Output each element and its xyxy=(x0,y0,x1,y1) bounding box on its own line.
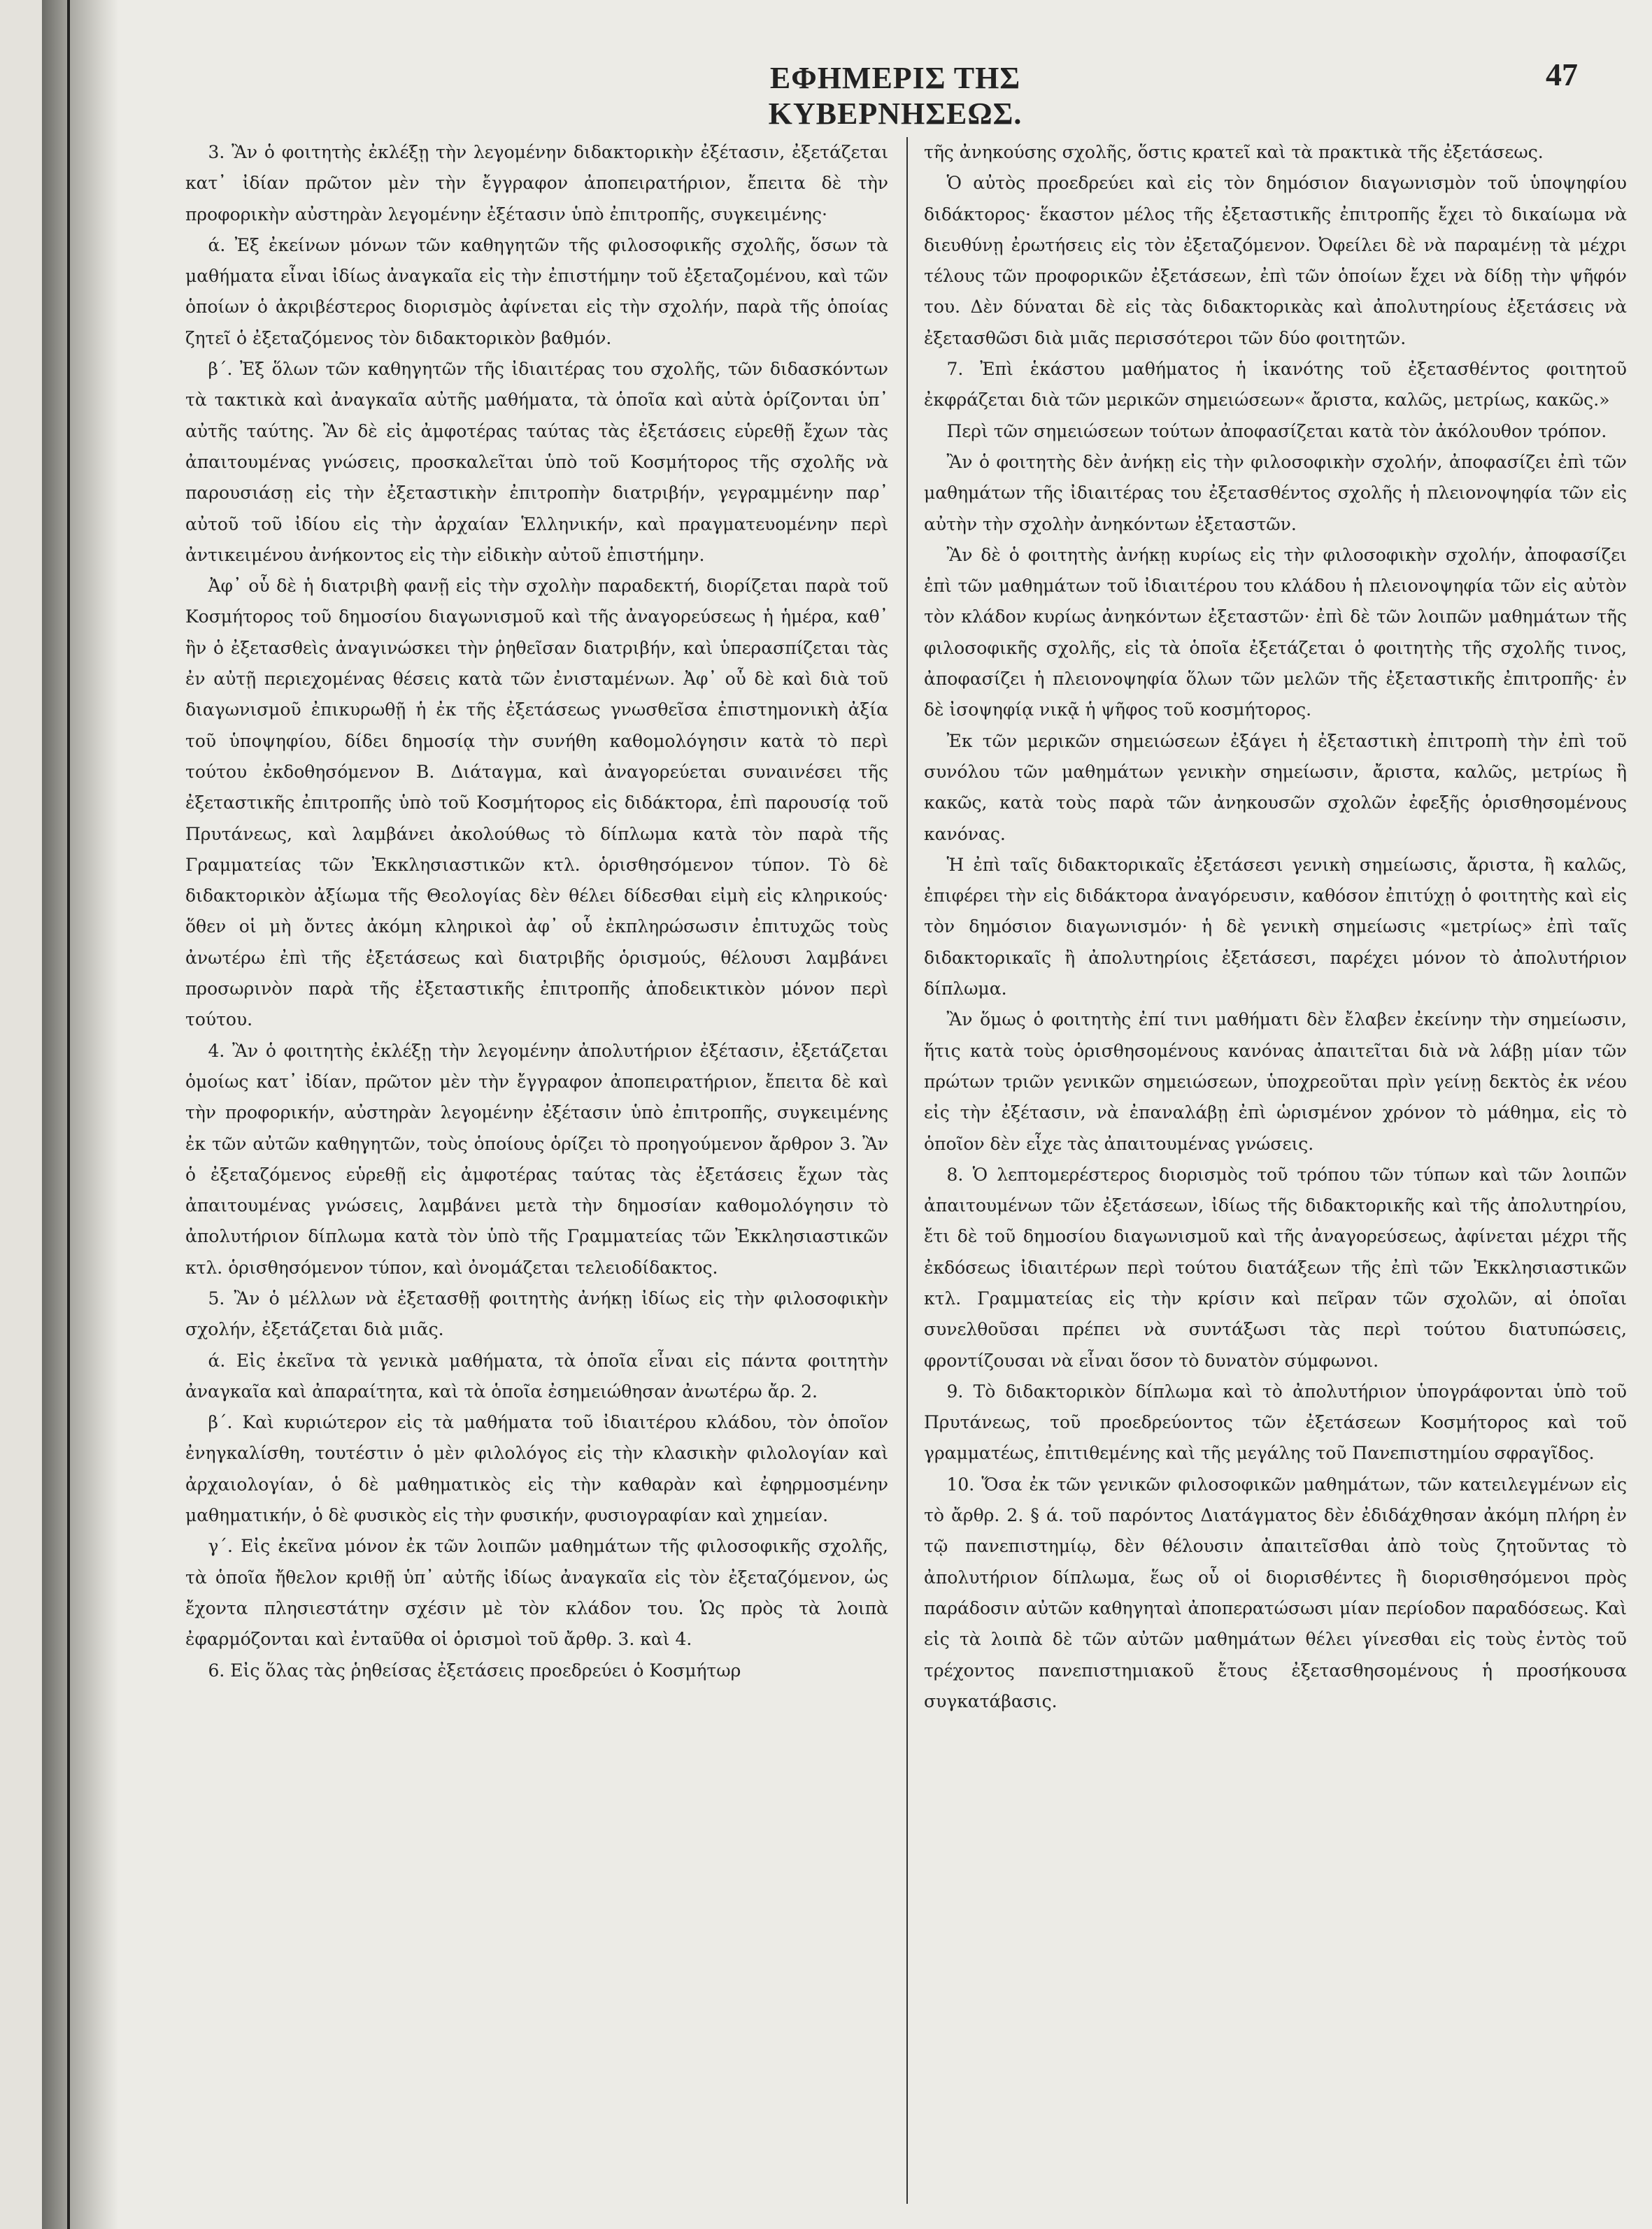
newspaper-page xyxy=(42,0,1652,2229)
paragraph: ά. Ἐξ ἐκείνων μόνων τῶν καθηγητῶν τῆς φιλοσοφικῆς σχολῆς, ὅσων τὰ μαθήματα εἶναι ἰδίως ἀναγκαῖα εἰς τὴν ἐπιστήμην τοῦ ἐξεταζομένου, καὶ τῶν ὁποίων ὁ ἀκριβέστερος διορισμὸς ἀφίνεται εἰς τὴν σχολήν, παρὰ τῆς ὁποίας ζητεῖ ὁ ἐξεταζόμενος τὸν διδακτορικὸν βαθμόν. xyxy=(185,234,888,348)
paragraph: 9. Τὸ διδακτορικὸν δίπλωμα καὶ τὸ ἀπολυτήριον ὑπογράφονται ὑπὸ τοῦ Πρυτάνεως, τοῦ προεδρεύοντος τῶν ἐξετάσεων Κοσμήτορος καὶ τοῦ γραμματέως, ἐπιτιθεμένης καὶ τῆς μεγάλης τοῦ Πανεπιστημίου σφραγῖδος. xyxy=(924,1381,1627,1464)
paragraph: 8. Ὁ λεπτομερέστερος διορισμὸς τοῦ τρόπου τῶν τύπων καὶ τῶν λοιπῶν ἀπαιτουμένων τῶν ἐξετάσεων, ἰδίως τῆς διδακτορικῆς καὶ τῆς ἀπολυτηρίου, ἔτι δὲ τοῦ δημοσίου διαγωνισμοῦ καὶ τῆς ἀναγορεύσεως, ἀφίνεται μέχρι τῆς ἐκδόσεως ἰδιαιτέρων περὶ τούτου διατάξεων τῆς ἐπὶ τῶν Ἐκκλησιαστικῶν κτλ. Γραμματείας εἰς τὴν κρίσιν καὶ πεῖραν τῶν σχολῶν, αἱ ὁποῖαι συνελθοῦσαι πρέπει νὰ συντάξωσι τὰς περὶ τούτου διατυπώσεις, φροντίζουσαι νὰ εἶναι ὅσον τὸ δυνατὸν σύμφωνοι. xyxy=(924,1164,1627,1371)
right-column xyxy=(924,137,1627,1717)
page-number: 47 xyxy=(1546,57,1578,92)
paragraph: Ἡ ἐπὶ ταῖς διδακτορικαῖς ἐξετάσεσι γενικὴ σημείωσις, ἄριστα, ἢ καλῶς, ἐπιφέρει τὴν εἰς διδάκτορα ἀναγόρευσιν, καθόσον ἐπιτύχῃ ὁ φοιτητὴς καὶ εἰς τὸν δημόσιον διαγωνισμόν· ἡ δὲ γενικὴ σημείωσις «μετρίως» ἐπὶ ταῖς διδακτορικαῖς ἢ ἀπολυτηρίοις ἐξετάσεσι, παρέχει μόνον τὸ ἀπολυτήριον δίπλωμα. xyxy=(924,854,1627,999)
paragraph: Ἀφ᾽ οὗ δὲ ἡ διατριβὴ φανῇ εἰς τὴν σχολὴν παραδεκτή, διορίζεται παρὰ τοῦ Κοσμήτορος τοῦ δημοσίου διαγωνισμοῦ καὶ τῆς ἀναγορεύσεως ἡ ἡμέρα, καθ᾽ ἣν ὁ ἐξετασθεὶς ἀναγινώσκει τὴν ῥηθεῖσαν διατριβήν, καὶ ὑπερασπίζεται τὰς ἐν αὐτῇ περιεχομένας θέσεις κατὰ τῶν ἐνισταμένων. Ἀφ᾽ οὗ δὲ καὶ διὰ τοῦ διαγωνισμοῦ ἐπικυρωθῇ ἡ ἐκ τῆς ἐξετάσεως γνωσθεῖσα ἐπιστημονικὴ ἀξία τοῦ ὑποψηφίου, δίδει δημοσίᾳ τὴν συνήθη καθομολόγησιν κατὰ τὸ περὶ τούτου ἐκδοθησόμενον Β. Διάταγμα, καὶ ἀναγορεύεται συναινέσει τῆς ἐξεταστικῆς ἐπιτροπῆς ὑπὸ τοῦ Κοσμήτορος εἰς διδάκτορα, ἐπὶ παρουσίᾳ τοῦ Πρυτάνεως, καὶ λαμβάνει ἀκολούθως τὸ δίπλωμα κατὰ τὸν παρὰ τῆς Γραμματείας τῶν Ἐκκλησιαστικῶν κτλ. ὁρισθησόμενον τύπον. Τὸ δὲ διδακτορικὸν ἀξίωμα τῆς Θεολογίας δὲν θέλει δίδεσθαι εἰμὴ εἰς κληρικούς· ὅθεν οἱ μὴ ὄντες ἀκόμη κληρικοὶ ἀφ᾽ οὗ ἐκπληρώσωσιν ἐπιτυχῶς τοὺς ἀνωτέρω ἐπὶ τῆς ἐξετάσεως καὶ διατριβῆς ὁρισμούς, θέλουσι λαμβάνει προσωρινὸν παρὰ τῆς ἐξεταστικῆς ἐπιτροπῆς ἀποδεικτικὸν μόνον περὶ τούτου. xyxy=(185,576,888,1030)
paragraph: Ὁ αὐτὸς προεδρεύει καὶ εἰς τὸν δημόσιον διαγωνισμὸν τοῦ ὑποψηφίου διδάκτορος· ἕκαστον μέλος τῆς ἐξεταστικῆς ἐπιτροπῆς ἔχει τὸ δικαίωμα νὰ διευθύνῃ ἐρωτήσεις εἰς τὸν ἐξεταζόμενον. Ὀφείλει δὲ νὰ παραμένῃ τὰ μέχρι τέλους τῶν προφορικῶν ἐξετάσεων, ἐπὶ τῶν ὁποίων ἔχει νὰ δίδῃ τὴν ψῆφόν του. Δὲν δύναται δὲ εἰς τὰς διδακτορικὰς καὶ ἀπολυτηρίους ἐξετάσεις νὰ ἐξετασθῶσι διὰ μιᾶς περισσότεροι τῶν δύο φοιτητῶν. xyxy=(924,173,1627,348)
paragraph: β΄. Καὶ κυριώτερον εἰς τὰ μαθήματα τοῦ ἰδιαιτέρου κλάδου, τὸν ὁποῖον ἐνηγκαλίσθη, τουτέστιν ὁ μὲν φιλολόγος εἰς τὴν κλασικὴν φιλολογίαν καὶ ἀρχαιολογίαν, ὁ δὲ μαθηματικὸς εἰς τὴν καθαρὰν καὶ ἐφηρμοσμένην μαθηματικήν, ὁ δὲ φυσικὸς εἰς τὴν φυσικήν, φυσιογραφίαν καὶ χημείαν. xyxy=(185,1412,888,1526)
paragraph: 5. Ἂν ὁ μέλλων νὰ ἐξετασθῇ φοιτητὴς ἀνήκῃ ἰδίως εἰς τὴν φιλοσοφικὴν σχολήν, ἐξετάζεται διὰ μιᾶς. xyxy=(185,1288,888,1340)
paragraph: β΄. Ἐξ ὅλων τῶν καθηγητῶν τῆς ἰδιαιτέρας του σχολῆς, τῶν διδασκόντων τὰ τακτικὰ καὶ ἀναγκαῖα αὐτῆς μαθήματα, τὰ ὁποῖα καὶ αὐτὰ ὁρίζονται ὑπ᾽ αὐτῆς ταύτης. Ἂν δὲ εἰς ἀμφοτέρας ταύτας τὰς ἐξετάσεις εὑρεθῇ ἔχων τὰς ἀπαιτουμένας γνώσεις, προσκαλεῖται ὑπὸ τοῦ Κοσμήτορος τῆς σχολῆς νὰ παρουσιάσῃ εἰς τὴν ἐξεταστικὴν ἐπιτροπὴν διατριβήν, γεγραμμένην παρ᾽ αὐτοῦ τοῦ ἰδίου εἰς τὴν ἀρχαίαν Ἑλληνικήν, καὶ πραγματευομένην περὶ ἀντικειμένου ἀνήκοντος εἰς τὴν εἰδικὴν αὐτοῦ ἐπιστήμην. xyxy=(185,359,888,565)
paragraph: Ἐκ τῶν μερικῶν σημειώσεων ἐξάγει ἡ ἐξεταστικὴ ἐπιτροπὴ τὴν ἐπὶ τοῦ συνόλου τῶν μαθημάτων γενικὴν σημείωσιν, ἄριστα, καλῶς, μετρίως ἢ κακῶς, κατὰ τοὺς παρὰ τῶν ἀνηκουσῶν σχολῶν ἐφεξῆς ὁρισθησομένους κανόνας. xyxy=(924,730,1627,844)
paragraph: Ἂν ὁ φοιτητὴς δὲν ἀνήκῃ εἰς τὴν φιλοσοφικὴν σχολήν, ἀποφασίζει ἐπὶ τῶν μαθημάτων τῆς ἰδιαιτέρας του ἐξετασθέντος σχολῆς ἡ πλειονοψηφία τῶν εἰς αὐτὴν τὴν σχολὴν ἀνηκόντων ἐξεταστῶν. xyxy=(924,451,1627,534)
paragraph: 6. Εἰς ὅλας τὰς ῥηθείσας ἐξετάσεις προεδρεύει ὁ Κοσμήτωρ xyxy=(208,1660,741,1681)
paragraph: Περὶ τῶν σημειώσεων τούτων ἀποφασίζεται κατὰ τὸν ἀκόλουθον τρόπον. xyxy=(946,420,1607,441)
paragraph: 4. Ἂν ὁ φοιτητὴς ἐκλέξῃ τὴν λεγομένην ἀπολυτήριον ἐξέτασιν, ἐξετάζεται ὁμοίως κατ᾽ ἰδίαν, πρῶτον μὲν τὴν ἔγγραφον ἀποπειρατήριον, ἔπειτα δὲ καὶ τὴν προφορικήν, αὐστηρὰν λεγομένην ἐξέτασιν ὑπὸ ἐπιτροπῆς, συγκειμένης ἐκ τῶν αὐτῶν καθηγητῶν, τοὺς ὁποίους ὁρίζει τὸ προηγούμενον ἄρθρον 3. Ἂν ὁ ἐξεταζόμενος εὑρεθῇ εἰς ἀμφοτέρας ταύτας τὰς ἐξετάσεις ἔχων τὰς ἀπαιτουμένας γνώσεις, λαμβάνει μετὰ τὴν δημοσίαν καθομολόγησιν τὸ ἀπολυτήριον δίπλωμα κατὰ τὸν ὑπὸ τῆς Γραμματείας τῶν Ἐκκλησιαστικῶν κτλ. ὁρισθησόμενον τύπον, καὶ ὀνομάζεται τελειοδίδακτος. xyxy=(185,1040,888,1278)
paragraph: τῆς ἀνηκούσης σχολῆς, ὅστις κρατεῖ καὶ τὰ πρακτικὰ τῆς ἐξετάσεως. xyxy=(924,142,1544,162)
paragraph: γ΄. Εἰς ἐκεῖνα μόνον ἐκ τῶν λοιπῶν μαθημάτων τῆς φιλοσοφικῆς σχολῆς, τὰ ὁποῖα ἤθελον κριθῇ ὑπ᾽ αὐτῆς ἰδίως ἀναγκαῖα εἰς τὸν ἐξεταζόμενον, ὡς ἔχοντα πλησιεστάτην σχέσιν μὲ τὸν κλάδον του. Ὡς πρὸς τὰ λοιπὰ ἐφαρμόζονται καὶ ἐνταῦθα οἱ ὁρισμοὶ τοῦ ἄρθρ. 3. καὶ 4. xyxy=(185,1536,888,1650)
paragraph: 3. Ἂν ὁ φοιτητὴς ἐκλέξῃ τὴν λεγομένην διδακτορικὴν ἐξέτασιν, ἐξετάζεται κατ᾽ ἰδίαν πρῶτον μὲν τὴν ἔγγραφον ἀποπειρατήριον, ἔπειτα δὲ τὴν προφορικὴν αὐστηρὰν λεγομένην ἐξέτασιν ὑπὸ ἐπιτροπῆς, συγκειμένης· xyxy=(185,142,888,225)
left-column xyxy=(185,137,888,1686)
paragraph: 10. Ὅσα ἐκ τῶν γενικῶν φιλοσοφικῶν μαθημάτων, τῶν κατειλεγμένων εἰς τὸ ἄρθρ. 2. § ά. τοῦ παρόντος Διατάγματος δὲν ἐδιδάχθησαν ἀκόμη πλήρη ἐν τῷ πανεπιστημίῳ, δὲν θέλουσιν ἀπαιτεῖσθαι ἀπὸ τοὺς ζητοῦντας τὸ ἀπολυτήριον δίπλωμα, ἕως οὗ οἱ διορισθέντες ἢ διορισθησόμενοι πρὸς παράδοσιν αὐτῶν καθηγηταὶ ἀποπερατώσωσι μίαν περίοδον παραδόσεως. Καὶ εἰς τὰ λοιπὰ δὲ τῶν αὐτῶν μαθημάτων θέλει γίνεσθαι εἰς τοὺς ἐντὸς τοῦ τρέχοντος πανεπιστημιακοῦ ἔτους ἐξετασθησομένους ἡ προσήκουσα συγκατάβασις. xyxy=(924,1474,1627,1711)
paragraph: Ἂν ὅμως ὁ φοιτητὴς ἐπί τινι μαθήματι δὲν ἔλαβεν ἐκείνην τὴν σημείωσιν, ἥτις κατὰ τοὺς ὁρισθησομένους κανόνας ἀπαιτεῖται διὰ νὰ λάβῃ μίαν τῶν πρώτων τριῶν γενικῶν σημειώσεων, ὑποχρεοῦται πρὶν γείνῃ δεκτὸς ἐκ νέου εἰς τὴν ἐξέτασιν, νὰ ἐπαναλάβῃ ἐπὶ ὡρισμένον χρόνον τὸ μάθημα, εἰς τὸ ὁποῖον δὲν εἶχε τὰς ἀπαιτουμένας γνώσεις. xyxy=(924,1009,1627,1154)
paragraph: Ἂν δὲ ὁ φοιτητὴς ἀνήκῃ κυρίως εἰς τὴν φιλοσοφικὴν σχολήν, ἀποφασίζει ἐπὶ τῶν μαθημάτων τοῦ ἰδιαιτέρου του κλάδου ἡ πλειονοψηφία τῶν εἰς αὐτὸν τὸν κλάδον κυρίως ἀνηκόντων ἐξεταστῶν· ἐπὶ δὲ τῶν λοιπῶν μαθημάτων τῆς φιλοσοφικῆς σχολῆς, εἰς τὰ ὁποῖα ἐξετάζεται ὁ φοιτητὴς τῆς σχολῆς τινος, ἀποφασίζει ἡ πλειονοψηφία ὅλων τῶν μελῶν τῆς ἐξεταστικῆς ἐπιτροπῆς· ἐν δὲ ἰσοψηφίᾳ νικᾷ ἡ ψῆφος τοῦ κοσμήτορος. xyxy=(924,544,1627,720)
paragraph: 7. Ἐπὶ ἑκάστου μαθήματος ἡ ἱκανότης τοῦ ἐξετασθέντος φοιτητοῦ ἐκφράζεται διὰ τῶν μερικῶν σημειώσεων« ἄριστα, καλῶς, μετρίως, κακῶς.» xyxy=(924,359,1627,411)
page-header-title: ΕΦΗΜΕΡΙΣ ΤΗΣ ΚΥΒΕΡΝΗΣΕΩΣ. xyxy=(768,61,1023,131)
column-divider xyxy=(906,137,908,2204)
binding-gutter xyxy=(42,0,119,2229)
paragraph: ά. Εἰς ἐκεῖνα τὰ γενικὰ μαθήματα, τὰ ὁποῖα εἶναι εἰς πάντα φοιτητὴν ἀναγκαῖα καὶ ἀπαραίτητα, καὶ τὰ ὁποῖα ἐσημειώθησαν ἀνωτέρω ἄρ. 2. xyxy=(185,1350,888,1402)
binding-edge-line xyxy=(67,0,70,2229)
